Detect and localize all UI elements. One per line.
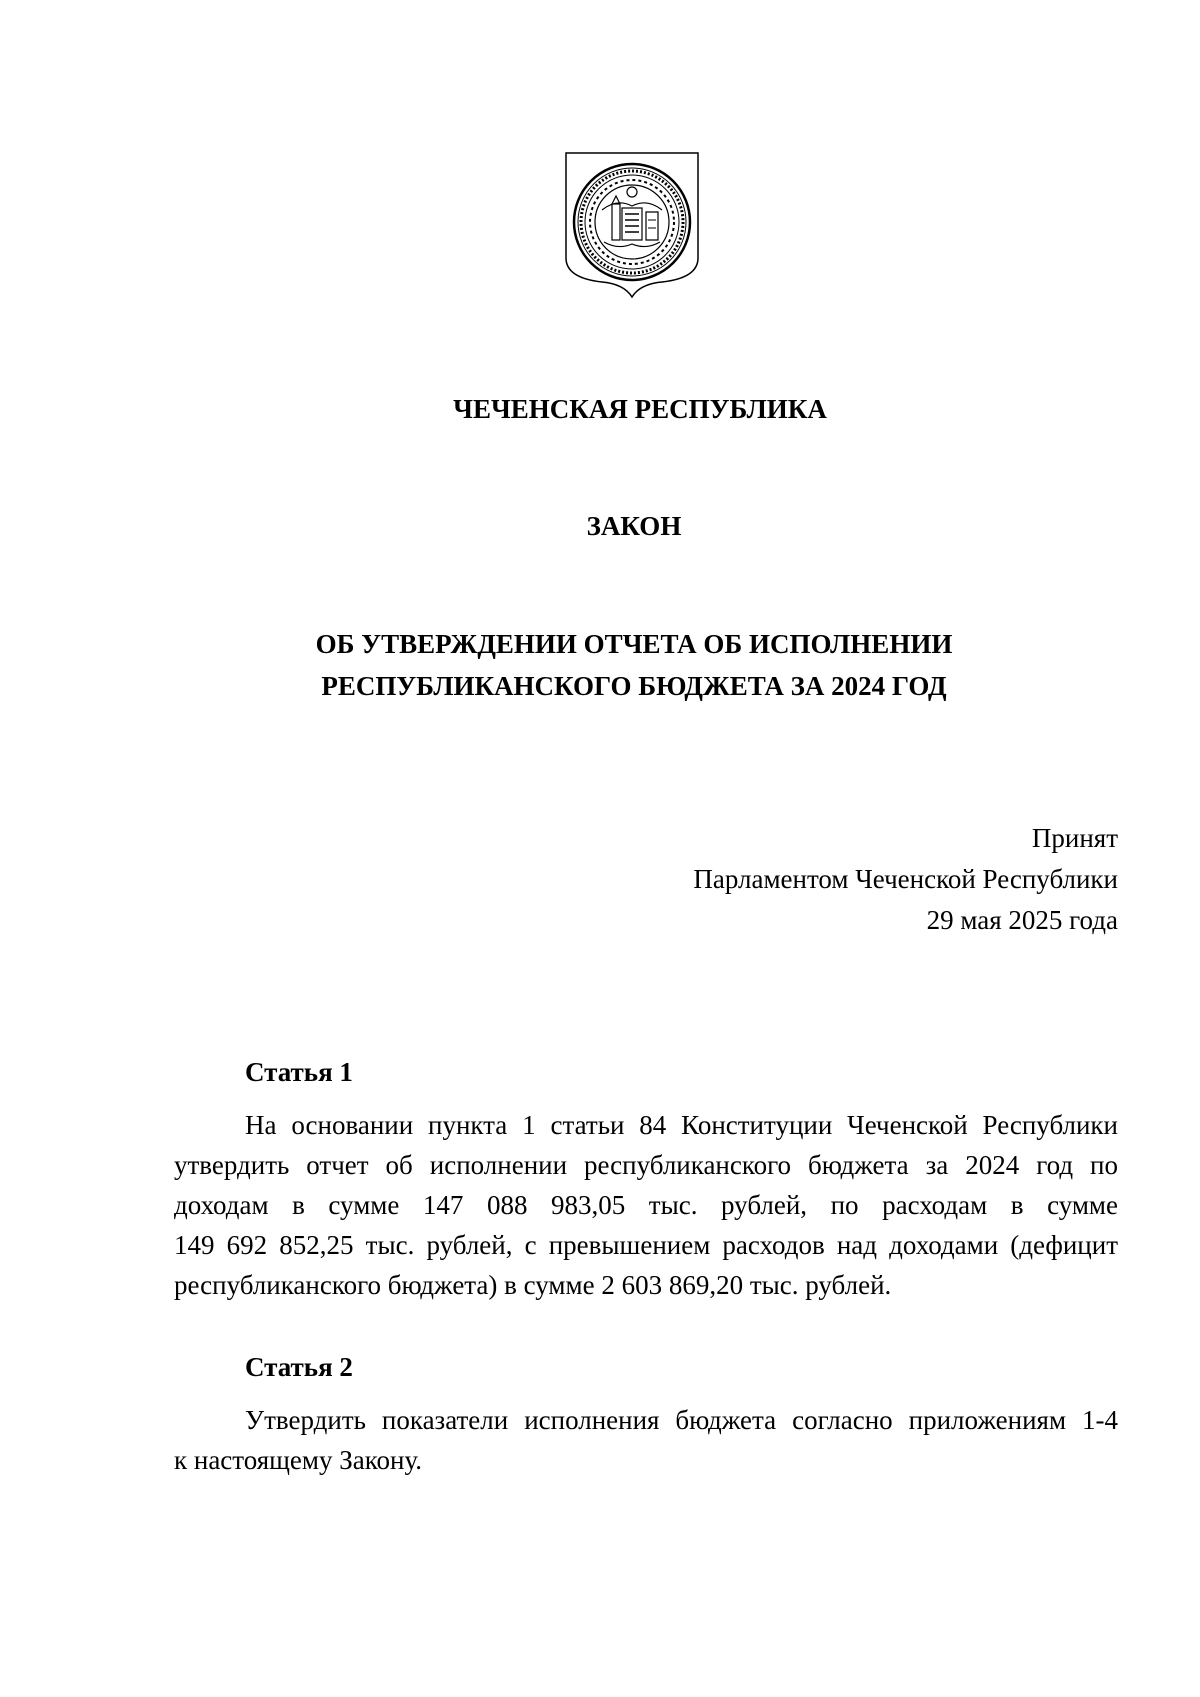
- document-title: [34, 623, 1200, 707]
- document-title-line-1: ОБ УТВЕРЖДЕНИИ ОТЧЕТА ОБ ИСПОЛНЕНИИ: [315, 629, 953, 659]
- document-type: ЗАКОН: [586, 511, 682, 541]
- document-title-line-2: РЕСПУБЛИКАНСКОГО БЮДЖЕТА ЗА 2024 ГОД: [321, 671, 947, 701]
- article-2-heading: Статья 2: [245, 1352, 353, 1382]
- adoption-block: [693, 818, 1118, 941]
- article-1-line-2: утвердить отчет об исполнении республиканского бюджета за 2024 год по: [174, 1150, 1118, 1180]
- adoption-date: 29 мая 2025 года: [926, 905, 1118, 935]
- republic-name: ЧЕЧЕНСКАЯ РЕСПУБЛИКА: [453, 394, 827, 424]
- article-2-line-1: Утвердить показатели исполнения бюджета согласно приложениям 1-4: [245, 1405, 1118, 1435]
- article-1-line-5: республиканского бюджета) в сумме 2 603 869,20 тыс. рублей.: [174, 1270, 892, 1300]
- article-1-heading: Статья 1: [245, 1057, 353, 1087]
- article-1-line-1: На основании пункта 1 статьи 84 Конституции Чеченской Республики: [245, 1110, 1118, 1140]
- article-1-line-4: 149 692 852,25 тыс. рублей, с превышением расходов над доходами (дефицит: [174, 1230, 1118, 1260]
- article-1-line-3: доходам в сумме 147 088 983,05 тыс. рублей, по расходам в сумме: [174, 1190, 1118, 1220]
- adoption-line-1: Принят: [1031, 823, 1118, 853]
- adoption-line-2: Парламентом Чеченской Республики: [693, 864, 1118, 894]
- article-2-text: [174, 1400, 1118, 1480]
- article-1-text: [174, 1105, 1118, 1305]
- coat-of-arms-emblem-icon: [562, 150, 702, 300]
- article-2-line-2: к настоящему Закону.: [174, 1445, 422, 1475]
